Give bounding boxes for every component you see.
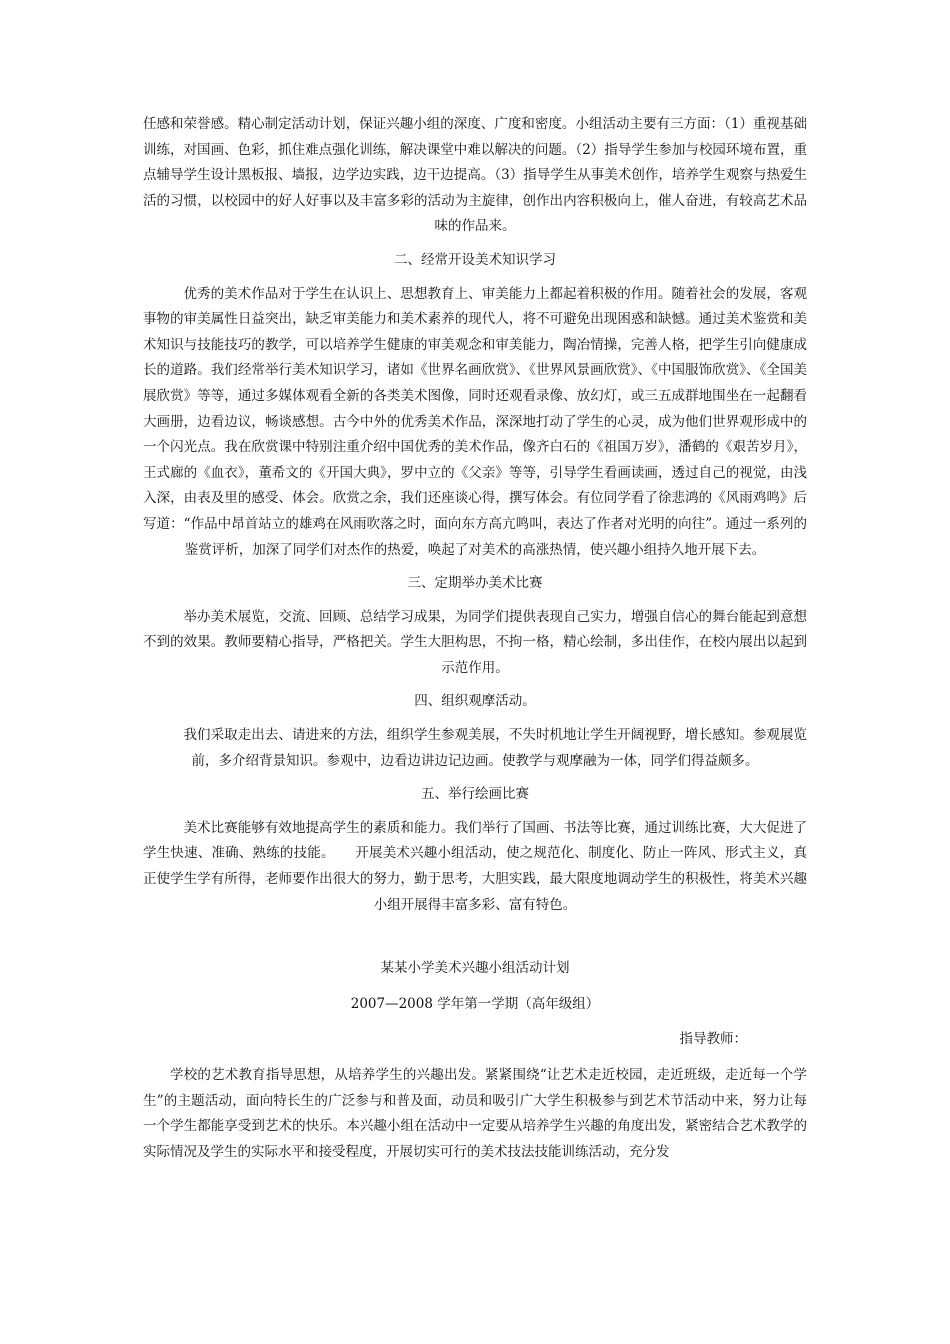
heading-observation: 四、组织观摩活动。 [414,693,536,710]
paragraph-guiding-idea: 学校的艺术教育指导思想，从培养学生的兴趣出发。紧紧围绕“让艺术走近校园，走近班级，走近每一个学生”的主题活动，面向特长生的广泛参与和普及面，动员和吸引广大学生积极参与到艺术节活动中来，努力让每一个学生都能享受到艺术的快乐。本兴趣小组在活动中一定要从培养学生兴趣的角度出发，紧密结合艺术教学的实际情况及学生的实际水平和接受程度，开展切实可行的美术技法技能训练活动，充分发 [143,1067,807,1160]
heading-knowledge-study: 二、经常开设美术知识学习 [394,251,556,268]
heading-art-competition: 三、定期举办美术比赛 [407,575,543,592]
paragraph-art-competition: 举办美术展览，交流、回顾、总结学习成果，为同学们提供表现自己实力，增强自信心的舞台能起到意想不到的效果。教师要精心指导，严格把关。学生大胆构思，不拘一格，精心绘制，多出佳作，在校内展出以起到示范作用。 [143,608,807,676]
document-title: 某某小学美术兴趣小组活动计划 [380,960,570,977]
paragraph-drawing-competition: 美术比赛能够有效地提高学生的素质和能力。我们举行了国画、书法等比赛，通过训练比赛，大大促进了学生快速、准确、熟练的技能。 开展美术兴趣小组活动，使之规范化、制度化、防止一阵风、形式主义，真正使学生学有所得，老师要作出很大的努力，勤于思考，大胆实践，最大限度地调动学生的积极性，将美术兴趣小组开展得丰富多彩、富有特色。 [143,819,807,913]
heading-drawing-competition: 五、举行绘画比赛 [421,786,529,803]
advisor-label: 指导教师： [679,1031,747,1048]
document-subtitle: 2007—2008 学年第一学期（高年级组） [350,995,600,1012]
paragraph-activities: 任感和荣誉感。精心制定活动计划，保证兴趣小组的深度、广度和密度。小组活动主要有三方面：（1）重视基础训练，对国画、色彩，抓住难点强化训练，解决课堂中难以解决的问题。（2）指导学生参加与校园环境布置，重点辅导学生设计黑板报、墙报，边学边实践，边干边提高。（3）指导学生从事美术创作，培养学生观察与热爱生活的习惯，以校园中的好人好事以及丰富多彩的活动为主旋律，创作出内容积极向上，催人奋进，有较高艺术品味的作品来。 [143,116,807,235]
section-gap [143,918,807,944]
paragraph-knowledge-study: 优秀的美术作品对于学生在认识上、思想教育上、审美能力上都起着积极的作用。随着社会的发展，客观事物的审美属性日益突出，缺乏审美能力和美术素养的现代人，将不可避免出现困惑和缺憾。通过美术鉴赏和美术知识与技能技巧的教学，可以培养学生健康的审美观念和审美能力，陶冶情操，完善人格，把学生引向健康成长的道路。我们经常举行美术知识学习，诸如《世界名画欣赏》、《世界风景画欣赏》、《中国服饰欣赏》、《全国美展欣赏》等等，通过多媒体观看全新的各类美术图像，同时还观看录像、放幻灯，或三五成群地围坐在一起翻看大画册，边看边议，畅谈感想。古今中外的优秀美术作品，深深地打动了学生的心灵，成为他们世界观形成中的一个闪光点。我在欣赏课中特别注重介绍中国优秀的美术作品，像齐白石的《祖国万岁》，潘鹤的《艰苦岁月》，王式廊的《血衣》，董希文的《开国大典》，罗中立的《父亲》等等，引导学生看画读画，透过自己的视觉，由浅入深，由表及里的感受、体会。欣赏之余，我们还座谈心得，撰写体会。有位同学看了徐悲鸿的《风雨鸡鸣》后写道：“作品中昂首站立的雄鸡在风雨吹落之时，面向东方高亢鸣叫，表达了作者对光明的向往”。通过一系列的鉴赏评析，加深了同学们对杰作的热爱，唤起了对美术的高涨热情，使兴趣小组持久地开展下去。 [143,285,807,558]
document-page [143,112,807,1165]
paragraph-observation: 我们采取走出去、请进来的方法，组织学生参观美展，不失时机地让学生开阔视野，增长感知。参观展览前，多介绍背景知识。参观中，边看边讲边记边画。使教学与观摩融为一体，同学们得益颇多。 [183,727,807,769]
